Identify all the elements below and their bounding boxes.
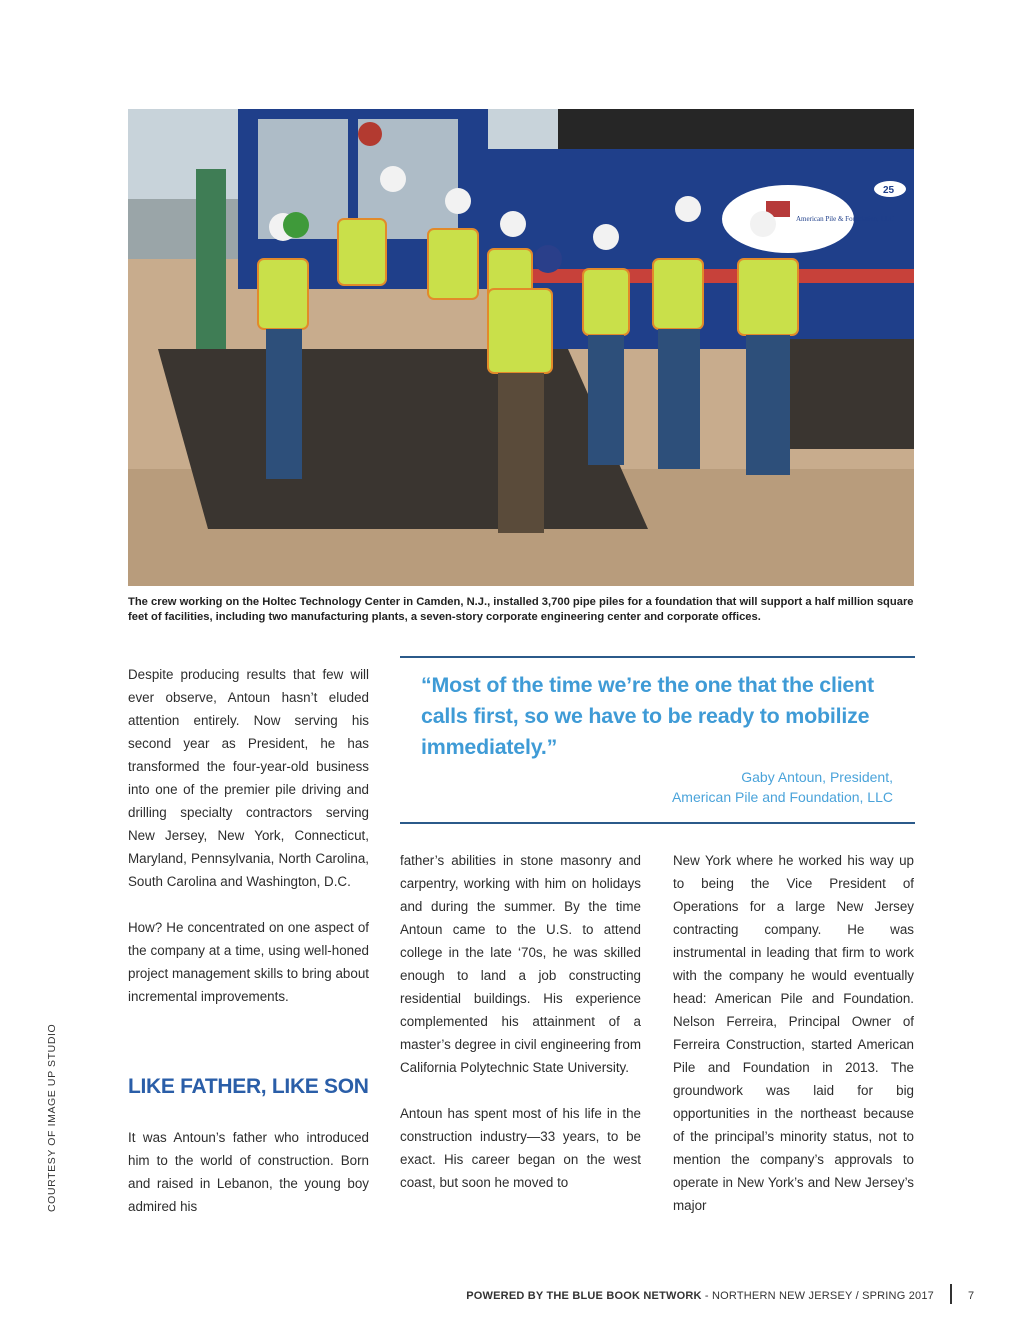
pullquote-attribution (560, 767, 893, 807)
section-heading: LIKE FATHER, LIKE SON (128, 1075, 369, 1098)
footer-divider (950, 1284, 952, 1304)
crew-rig-illustration (128, 109, 914, 586)
feature-photo (128, 109, 914, 586)
page-number: 7 (968, 1290, 975, 1302)
article-column-3 (673, 849, 914, 1217)
page-footer (466, 1290, 934, 1302)
pullquote-bottom-rule (400, 822, 915, 824)
article-column-1-continued (128, 1126, 369, 1218)
paragraph: How? He concentrated on one aspect of the company at a time, using well-honed project management skills to bring about incremental improvements. (128, 920, 369, 1004)
rig-number: 25 (883, 185, 895, 196)
paragraph: father’s abilities in stone masonry and carpentry, working with him on holidays and during the summer. By the time Antoun came to the U.S. to attend college in the late ‘70s, he was skilled enough to land a job constructing residential buildings. His experience complemented his attainment of a master’s degree in civil engineering from California Polytechnic State University. (400, 853, 641, 1075)
photo-caption: The crew working on the Holtec Technology Center in Camden, N.J., installed 3,700 pipe piles for a foundation that will support a half million square feet of facilities, including two manufacturing plants, a seven-story corporate engineering center and corporate offices. (128, 596, 914, 623)
paragraph: Antoun has spent most of his life in the construction industry—33 years, to be exact. His career began on the west coast, but soon he moved to (400, 1106, 641, 1190)
article-column-2 (400, 849, 641, 1194)
article-column-1 (128, 663, 369, 1008)
photo-credit: COURTESY OF IMAGE UP STUDIO (46, 1023, 58, 1212)
footer-edition: - NORTHERN NEW JERSEY / SPRING 2017 (701, 1290, 934, 1302)
paragraph: New York where he worked his way up to being the Vice President of Operations for a large New Jersey contracting company. He was instrumental in leading that firm to work with the company he would eventually head: American Pile and Foundation. Nelson Ferreira, Principal Owner of Ferreira Construction, started American Pile and Foundation in 2013. The groundwork was laid for big opportunities in the northeast because of the principal’s minority status, not to mention the company’s approvals to operate in New York’s and New Jersey’s major (673, 853, 914, 1213)
paragraph: Despite producing results that few will ever observe, Antoun hasn’t eluded attention entirely. Now serving his second year as President, he has transformed the four-year-old business into one of the premier pile driving and drilling specialty contractors serving New Jersey, New York, Connecticut, Maryland, Pennsylvania, North Carolina, South Carolina and Washington, D.C. (128, 667, 369, 889)
pullquote-top-rule (400, 656, 915, 658)
pullquote-text: “Most of the time we’re the one that the client calls first, so we have to be ready to mobilize immediately.” (421, 673, 874, 759)
footer-brand: POWERED BY THE BLUE BOOK NETWORK (466, 1290, 702, 1302)
paragraph: It was Antoun’s father who introduced him to the world of construction. Born and raised in Lebanon, the young boy admired his (128, 1130, 369, 1214)
attribution-line: American Pile and Foundation, LLC (671, 789, 893, 805)
door-logo-text: American Pile & Foundation, LLC (796, 215, 894, 223)
attribution-line: Gaby Antoun, President, (741, 769, 893, 785)
